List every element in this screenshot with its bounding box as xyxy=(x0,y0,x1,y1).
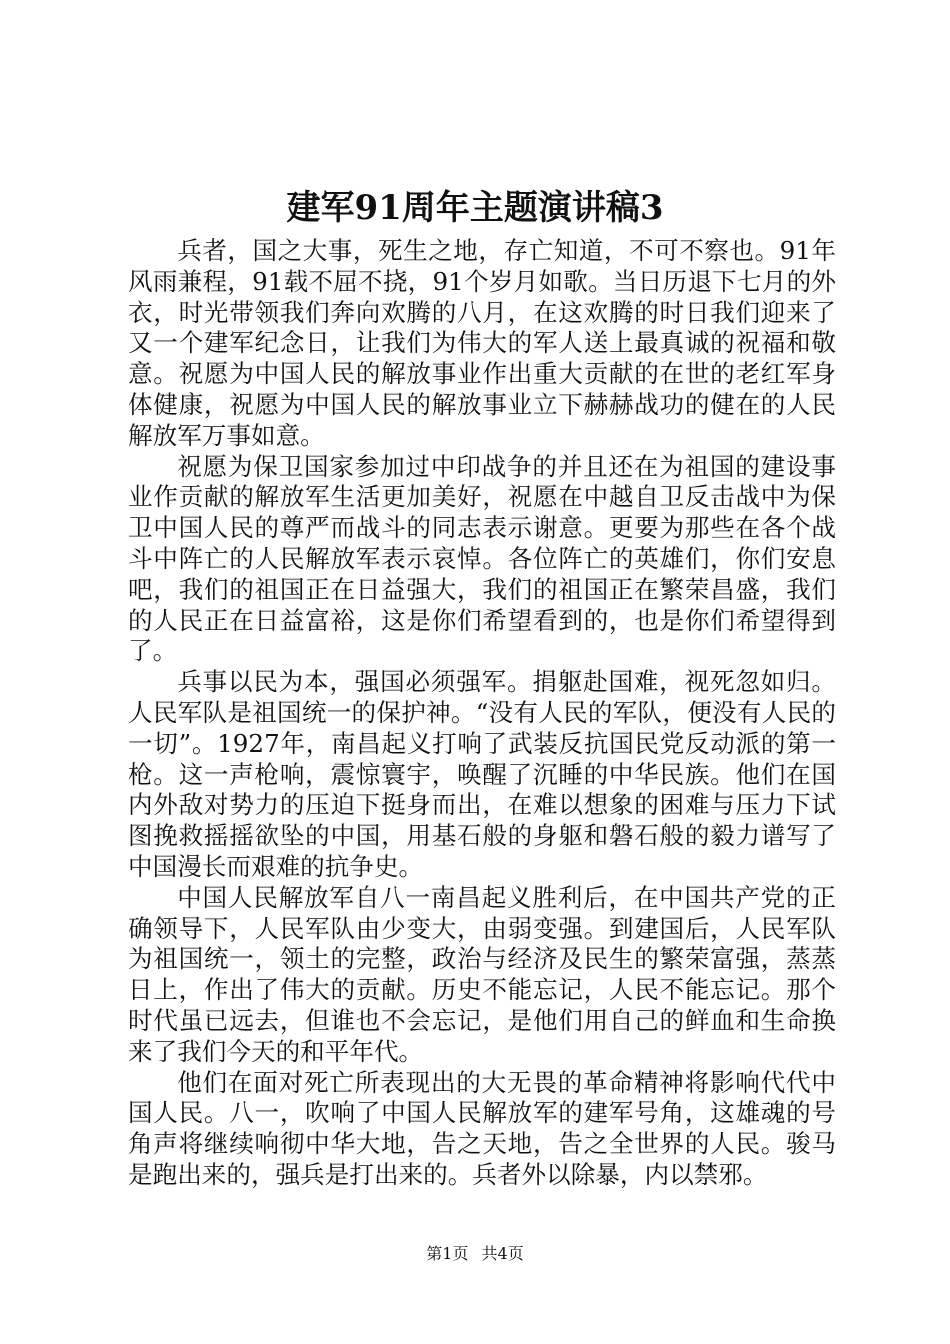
page-footer xyxy=(0,1242,950,1266)
paragraph: 兵者，国之大事，死生之地，存亡知道，不可不察也。91年风雨兼程，91载不屈不挠，91个岁月如歌。当日历退下七月的外衣，时光带领我们奔向欢腾的八月，在这欢腾的时日我们迎来了又一个建军纪念日，让我们为伟大的军人送上最真诚的祝福和敬意。祝愿为中国人民的解放事业作出重大贡献的在世的老红军身体健康，祝愿为中国人民的解放事业立下赫赫战功的健在的人民解放军万事如意。 xyxy=(128,236,836,450)
document-body xyxy=(128,236,836,1191)
page-number: 第1页 xyxy=(426,1244,469,1263)
paragraph: 他们在面对死亡所表现出的大无畏的革命精神将影响代代中国人民。八一，吹响了中国人民解放军的建军号角，这雄魂的号角声将继续响彻中华大地，告之天地，告之全世界的人民。骏马是跑出来的，强兵是打出来的。兵者外以除暴，内以禁邪。 xyxy=(128,1067,836,1189)
paragraph: 兵事以民为本，强国必须强军。捐躯赴国难，视死忽如归。人民军队是祖国统一的保护神。“没有人民的军队，便没有人民的一切”。1927年，南昌起义打响了武装反抗国民党反动派的第一枪。这一声枪响，震惊寰宇，唤醒了沉睡的中华民族。他们在国内外敌对势力的压迫下挺身而出，在难以想象的困难与压力下试图挽救摇摇欲坠的中国，用基石般的身躯和磐石般的毅力谱写了中国漫长而艰难的抗争史。 xyxy=(128,667,836,881)
page-total: 共4页 xyxy=(481,1244,524,1263)
paragraph: 祝愿为保卫国家参加过中印战争的并且还在为祖国的建设事业作贡献的解放军生活更加美好，祝愿在中越自卫反击战中为保卫中国人民的尊严而战斗的同志表示谢意。更要为那些在各个战斗中阵亡的人民解放军表示哀悼。各位阵亡的英雄们，你们安息吧，我们的祖国正在日益强大，我们的祖国正在繁荣昌盛，我们的人民正在日益富裕，这是你们希望看到的，也是你们希望得到了。 xyxy=(128,451,836,666)
paragraph: 中国人民解放军自八一南昌起义胜利后，在中国共产党的正确领导下，人民军队由少变大，由弱变强。到建国后，人民军队为祖国统一，领土的完整，政治与经济及民生的繁荣富强，蒸蒸日上，作出了伟大的贡献。历史不能忘记，人民不能忘记。那个时代虽已远去，但谁也不会忘记，是他们用自己的鲜血和生命换来了我们今天的和平年代。 xyxy=(128,882,836,1066)
document-title: 建军91周年主题演讲稿3 xyxy=(286,188,664,228)
